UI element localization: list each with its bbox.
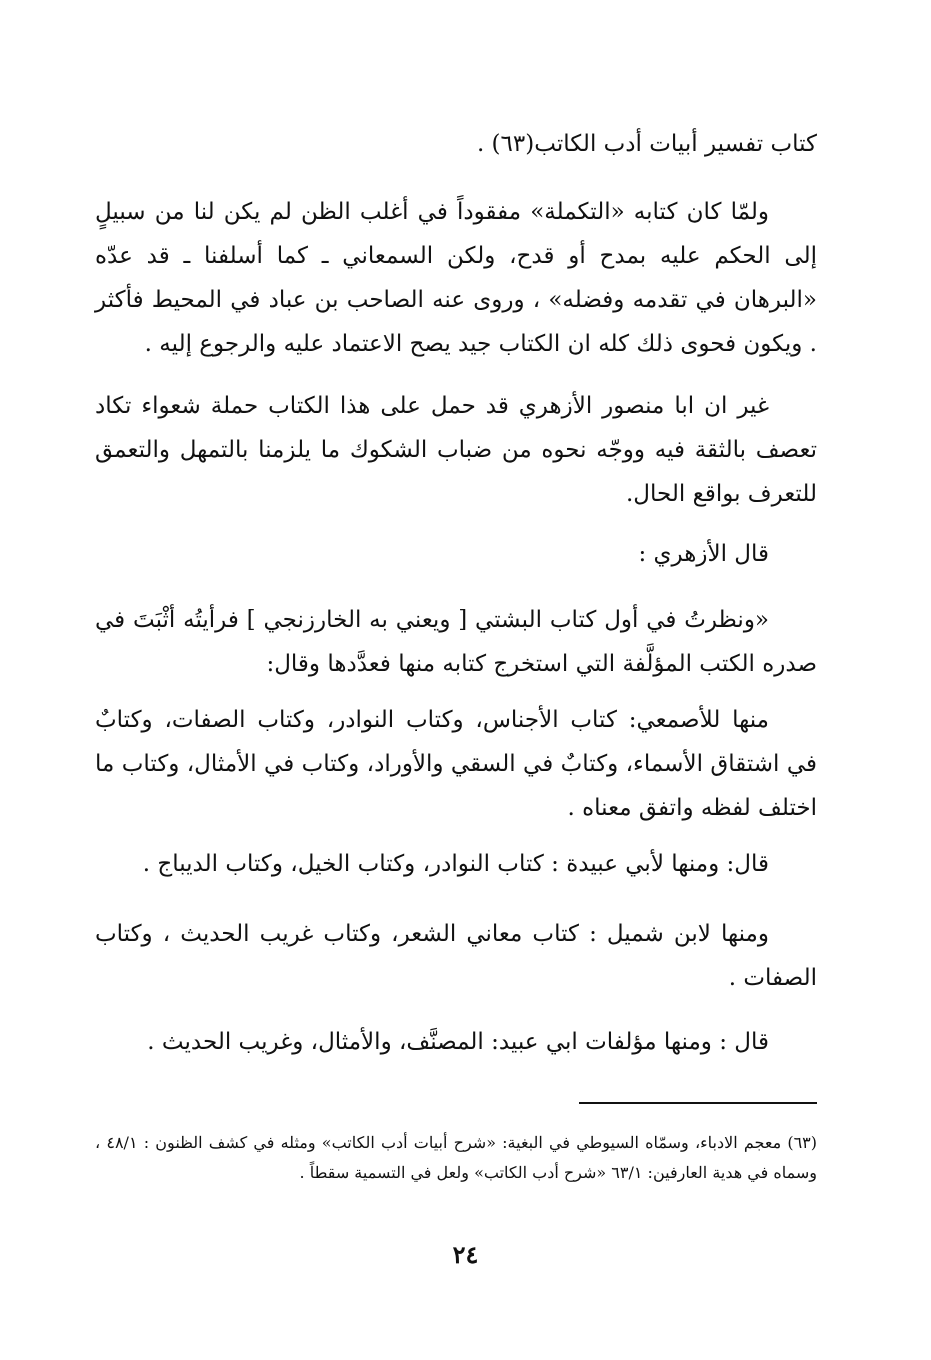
paragraph-6: منها للأصمعي: كتاب الأجناس، وكتاب النوادر، وكتاب الصفات، وكتابٌ في اشتقاق الأسماء، وكتابٌ في السقي والأوراد، وكتاب في الأمثال، وكتاب ما اختلف لفظه واتفق معناه . — [95, 707, 817, 821]
paragraph-5: «ونظرتُ في أول كتاب البشتي [ ويعني به الخارزنجي ] فرأيتُه أثْبَتَ في صدره الكتب المؤلَّفة التي استخرج كتابه منها فعدَّدها وقال: — [95, 607, 817, 677]
paragraph-3: غير ان ابا منصور الأزهري قد حمل على هذا الكتاب حملة شعواء تكاد تعصف بالثقة فيه ووجّه نحوه من ضباب الشكوك ما يلزمنا بالتمهل والتعمق للتعرف بواقع الحال. — [95, 393, 817, 507]
paragraph-2: ولمّا كان كتابه «التكملة» مفقوداً في أغلب الظن لم يكن لنا من سبيلٍ إلى الحكم عليه بمدح أو قدح، ولكن السمعاني ـ كما أسلفنا ـ قد عدّه «البرهان في تقدمه وفضله» ، وروى عنه الصاحب بن عباد في المحيط فأكثر . ويكون فحوى ذلك كله ان الكتاب جيد يصح الاعتماد عليه والرجوع إليه . — [95, 199, 817, 357]
paragraph-8: ومنها لابن شميل : كتاب معاني الشعر، وكتاب غريب الحديث ، وكتاب الصفات . — [95, 921, 817, 991]
paragraph-1: كتاب تفسير أبيات أدب الكاتب(٦٣) . — [476, 131, 817, 157]
paragraph-4: قال الأزهري : — [638, 541, 769, 567]
footnote-63: (٦٣) معجم الادباء، وسمّاه السيوطي في البغية: «شرح أبيات أدب الكاتب» ومثله في كشف الظنون : ٤٨/١ ، وسماه في هدية العارفين: ٦٣/١ «شرح أدب الكاتب» ولعل في التسمية سقطاً . — [95, 1133, 818, 1182]
paragraph-7: قال: ومنها لأبي عبيدة : كتاب النوادر، وكتاب الخيل، وكتاب الديباج . — [142, 851, 769, 877]
paragraph-9: قال : ومنها مؤلفات ابي عبيد: المصنَّف، والأمثال، وغريب الحديث . — [147, 1029, 769, 1055]
page-number: ٢٤ — [452, 1240, 479, 1269]
footnote-divider — [579, 1102, 817, 1104]
